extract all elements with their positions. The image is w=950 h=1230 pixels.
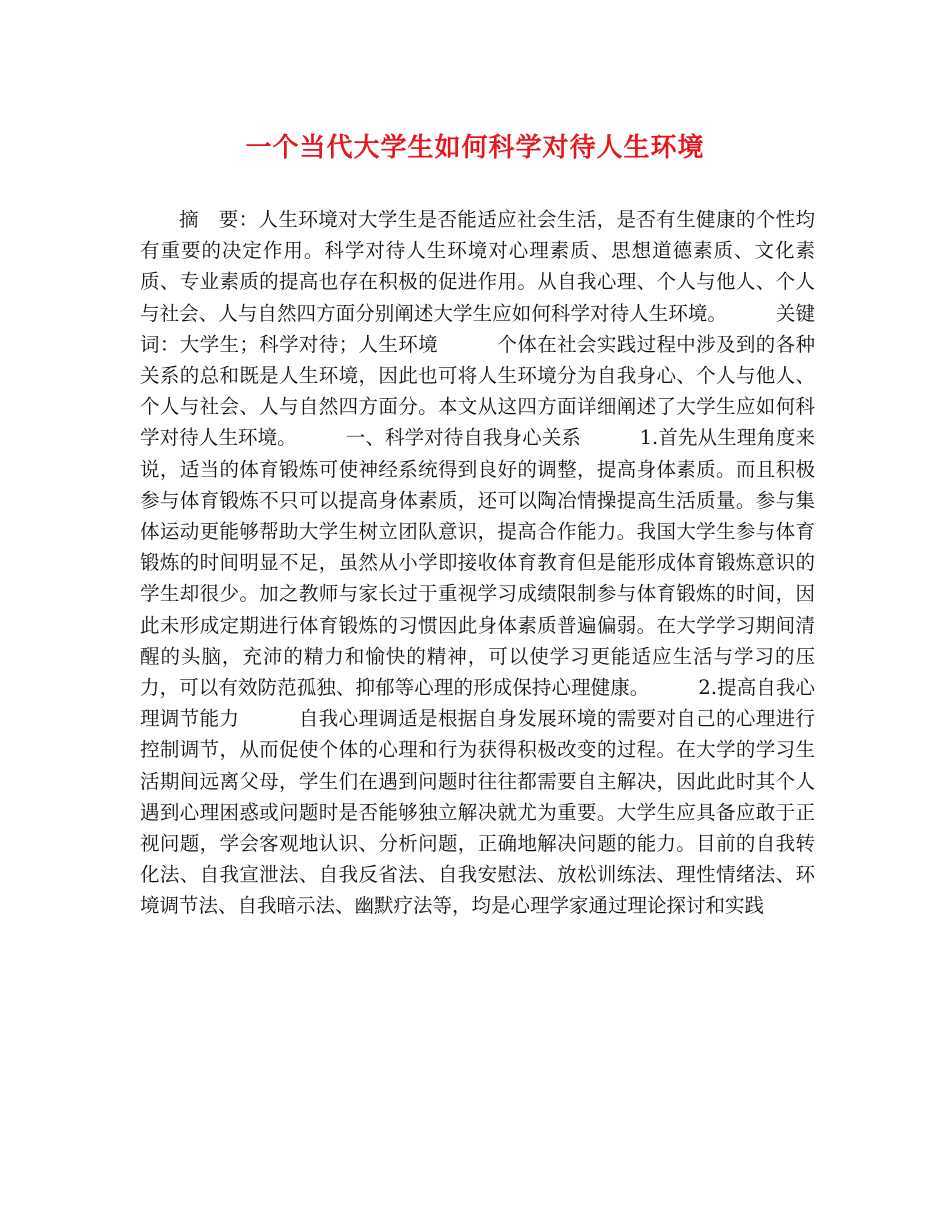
document-body: 摘 要：人生环境对大学生是否能适应社会生活，是否有生健康的个性均有重要的决定作用。科学对待人生环境对心理素质、思想道德素质、文化素质、专业素质的提高也存在积极的促进作用。从自我心理、个人与他人、个人与社会、人与自然四方面分别阐述大学生应如何科学对待人生环境。 关键词：大学生；科学对待；人生环境 个体在社会实践过程中涉及到的各种关系的总和既是人生环境，因此也可将人生环境分为自我身心、个人与他人、个人与社会、人与自然四方面分。本文从这四方面详细阐述了大学生应如何科学对待人生环境。 一、科学对待自我身心关系 1.首先从生理角度来说，适当的体育锻炼可使神经系统得到良好的调整，提高身体素质。而且积极参与体育锻炼不只可以提高身体素质，还可以陶冶情操提高生活质量。参与集体运动更能够帮助大学生树立团队意识，提高合作能力。我国大学生参与体育锻炼的时间明显不足，虽然从小学即接收体育教育但是能形成体育锻炼意识的学生却很少。加之教师与家长过于重视学习成绩限制参与体育锻炼的时间，因此未形成定期进行体育锻炼的习惯因此身体素质普遍偏弱。在大学学习期间清醒的头脑，充沛的精力和愉快的精神，可以使学习更能适应生活与学习的压力，可以有效防范孤独、抑郁等心理的形成保持心理健康。 2.提高自我心理调节能力 自我心理调适是根据自身发展环境的需要对自己的心理进行控制调节，从而促使个体的心理和行为获得积极改变的过程。在大学的学习生活期间远离父母，学生们在遇到问题时往往都需要自主解决，因此此时其个人遇到心理困惑或问题时是否能够独立解决就尤为重要。大学生应具备应敢于正视问题，学会客观地认识、分析问题，正确地解决问题的能力。目前的自我转化法、自我宣泄法、自我反省法、自我安慰法、放松训练法、理性情绪法、环境调节法、自我暗示法、幽默疗法等，均是心理学家通过理论探讨和实践	[140, 208, 815, 918]
document-title: 一个当代大学生如何科学对待人生环境	[245, 133, 705, 163]
